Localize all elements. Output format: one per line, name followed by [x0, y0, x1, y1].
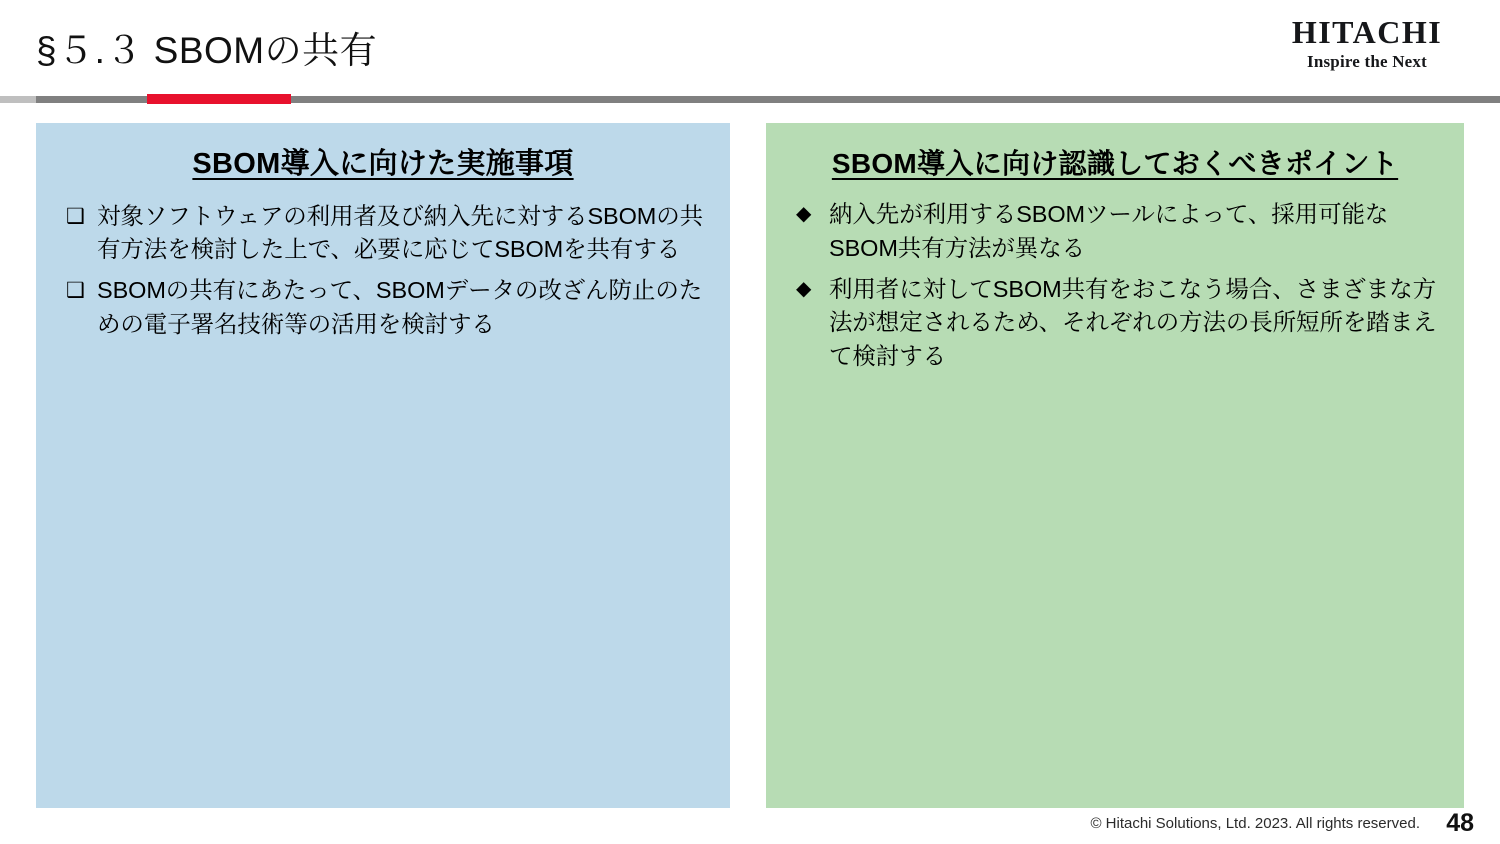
- square-bullet-icon: ❑: [66, 279, 85, 303]
- panel-right-title: SBOM導入に向け認識しておくべきポイント: [831, 148, 1399, 179]
- panel-awareness-points: [766, 123, 1464, 808]
- panel-implementation-items: [36, 123, 730, 808]
- list-item: [782, 198, 1448, 265]
- square-bullet-icon: ❑: [66, 204, 85, 228]
- panel-left-title: SBOM導入に向けた実施事項: [192, 148, 574, 180]
- list-item-text: 対象ソフトウェアの利用者及び納入先に対するSBOMの共有方法を検討した上で、必要に応じてSBOMを共有する: [97, 202, 704, 263]
- list-item-text: 納入先が利用するSBOMツールによって、採用可能なSBOM共有方法が異なる: [829, 201, 1389, 261]
- list-item-text: 利用者に対してSBOM共有をおこなう場合、さまざまな方法が想定されるため、それぞれの方法の長所短所を踏まえて検討する: [829, 276, 1437, 369]
- list-item: [52, 274, 714, 341]
- panel-right-bullet-list: [782, 198, 1448, 373]
- list-item: [52, 200, 714, 267]
- slide-header: [0, 0, 1500, 100]
- hitachi-logo: [1262, 16, 1472, 72]
- logo-wordmark: HITACHI: [1291, 14, 1443, 50]
- header-divider-left-cap: [0, 96, 36, 103]
- diamond-bullet-icon: ◆: [796, 278, 812, 301]
- list-item-text: SBOMの共有にあたって、SBOMデータの改ざん防止のための電子署名技術等の活用を検討する: [97, 277, 703, 337]
- header-accent-bar: [147, 94, 291, 104]
- diamond-bullet-icon: ◆: [796, 203, 812, 226]
- copyright-notice: © Hitachi Solutions, Ltd. 2023. All rights reserved.: [1090, 815, 1420, 832]
- list-item: [782, 273, 1448, 373]
- page-title: §５.３ SBOMの共有: [36, 30, 378, 71]
- page-number: 48: [1446, 809, 1474, 837]
- logo-tagline: Inspire the Next: [1307, 52, 1427, 71]
- panel-left-bullet-list: [52, 200, 714, 341]
